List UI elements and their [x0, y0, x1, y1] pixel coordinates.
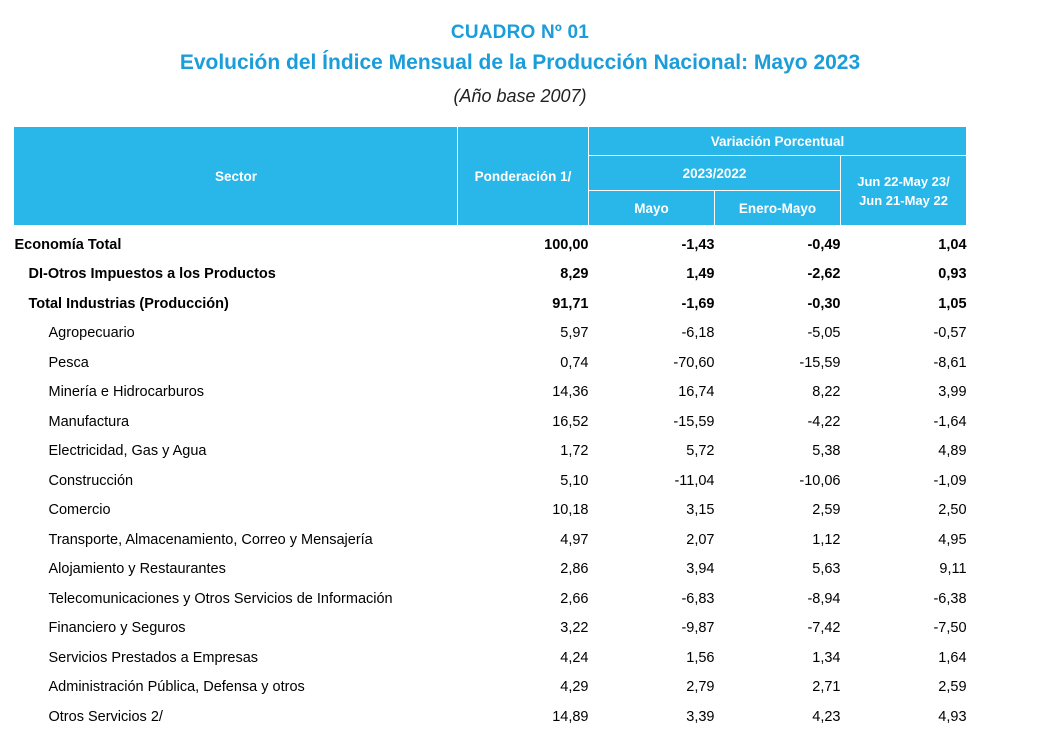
cell-sector-label: Agropecuario [48, 325, 135, 342]
table-row [15, 319, 967, 349]
column-header-2023-2022: 2023/2022 [589, 156, 841, 191]
page-title: Evolución del Índice Mensual de la Producción Nacional: Mayo 2023 [179, 51, 861, 74]
cell-mayo: 1,49 [686, 266, 715, 283]
cell-mayo: 1,56 [686, 649, 715, 666]
cell-jun-may: 9,11 [939, 561, 967, 578]
cell-jun-may: -6,38 [933, 590, 967, 607]
cell-sector-label: Electricidad, Gas y Agua [48, 443, 207, 460]
table-row [15, 466, 967, 496]
cell-sector-label: Manufactura [48, 413, 130, 430]
cell-mayo: 3,94 [686, 561, 715, 578]
title-block [0, 0, 1040, 110]
cell-ponderacion: 100,00 [544, 236, 589, 253]
cell-mayo: 2,79 [686, 679, 715, 696]
cell-enero-mayo: -0,30 [807, 295, 841, 312]
cell-enero-mayo: -2,62 [807, 266, 841, 283]
cell-sector-label: Servicios Prestados a Empresas [48, 649, 259, 666]
cell-jun-may: -1,64 [933, 413, 967, 430]
cell-enero-mayo: 2,59 [812, 502, 841, 519]
table-row [15, 226, 967, 260]
cell-sector-label: Minería e Hidrocarburos [48, 384, 205, 401]
cell-sector-label: Otros Servicios 2/ [48, 708, 163, 725]
cell-sector-label: Telecomunicaciones y Otros Servicios de Información [48, 590, 393, 607]
cell-ponderacion: 2,86 [560, 561, 589, 578]
cell-enero-mayo: 8,22 [812, 384, 841, 401]
cell-jun-may: 4,93 [938, 708, 967, 725]
cell-mayo: -9,87 [681, 620, 715, 637]
table-body [15, 226, 967, 732]
cell-ponderacion: 10,18 [552, 502, 589, 519]
table-row [15, 614, 967, 644]
column-header-jun-may [841, 156, 967, 226]
cell-jun-may: 4,89 [938, 443, 967, 460]
cell-jun-may: 1,04 [938, 236, 967, 253]
cell-jun-may: 3,99 [938, 384, 967, 401]
cell-ponderacion: 16,52 [552, 413, 589, 430]
column-header-ponderacion: Ponderación 1/ [458, 127, 589, 226]
table-row [15, 643, 967, 673]
cell-enero-mayo: 1,34 [812, 649, 841, 666]
table-container [14, 126, 1026, 732]
cell-enero-mayo: -10,06 [799, 472, 841, 489]
cell-enero-mayo: -0,49 [807, 236, 841, 253]
cell-mayo: 3,15 [686, 502, 715, 519]
cell-sector-label: Administración Pública, Defensa y otros [48, 679, 305, 696]
cell-ponderacion: 91,71 [552, 295, 589, 312]
cell-jun-may: 1,64 [938, 649, 967, 666]
cell-enero-mayo: -15,59 [799, 354, 841, 371]
column-header-sector: Sector [15, 127, 458, 226]
table-row [15, 525, 967, 555]
cell-mayo: -1,69 [681, 295, 715, 312]
cell-ponderacion: 2,66 [560, 590, 589, 607]
cell-ponderacion: 1,72 [560, 443, 589, 460]
cell-ponderacion: 14,36 [552, 384, 589, 401]
cell-sector-label: Economía Total [14, 236, 122, 253]
cell-jun-may: -0,57 [933, 325, 967, 342]
cell-sector-label: DI-Otros Impuestos a los Productos [28, 266, 276, 283]
table-row [15, 673, 967, 703]
table-row [15, 348, 967, 378]
cell-mayo: -6,18 [681, 325, 715, 342]
cell-sector-label: Alojamiento y Restaurantes [48, 561, 226, 578]
jun-may-line2: Jun 21-May 22 [859, 192, 948, 208]
cell-ponderacion: 14,89 [552, 708, 589, 725]
cell-sector-label: Transporte, Almacenamiento, Correo y Mensajería [48, 531, 373, 548]
table-row [15, 289, 967, 319]
cell-jun-may: 2,50 [938, 502, 967, 519]
cell-mayo: -70,60 [673, 354, 715, 371]
cell-sector-label: Comercio [48, 502, 111, 519]
cell-jun-may: 0,93 [938, 266, 967, 283]
cell-mayo: 3,39 [686, 708, 715, 725]
cell-mayo: -11,04 [674, 472, 715, 489]
cell-enero-mayo: 2,71 [812, 679, 841, 696]
cell-sector-label: Total Industrias (Producción) [28, 295, 229, 312]
cell-mayo: -15,59 [673, 413, 715, 430]
cell-enero-mayo: 4,23 [812, 708, 841, 725]
cell-enero-mayo: 5,63 [812, 561, 841, 578]
cell-enero-mayo: 5,38 [812, 443, 841, 460]
cell-sector-label: Pesca [48, 354, 89, 371]
cell-ponderacion: 8,29 [560, 266, 589, 283]
table-row [15, 555, 967, 585]
table-row [15, 496, 967, 526]
base-year-subtitle: (Año base 2007) [453, 86, 587, 106]
cell-ponderacion: 5,10 [560, 472, 589, 489]
cell-mayo: 2,07 [686, 531, 715, 548]
cell-mayo: 16,74 [678, 384, 715, 401]
cell-mayo: -1,43 [681, 236, 715, 253]
cell-ponderacion: 4,24 [560, 649, 589, 666]
cell-jun-may: -8,61 [933, 354, 967, 371]
table-row [15, 378, 967, 408]
cell-jun-may: 1,05 [938, 295, 967, 312]
cell-enero-mayo: -7,42 [807, 620, 841, 637]
cell-mayo: 5,72 [686, 443, 715, 460]
cell-ponderacion: 4,97 [560, 531, 589, 548]
table-header [15, 127, 967, 226]
cell-ponderacion: 0,74 [560, 354, 589, 371]
column-header-enero-mayo: Enero-Mayo [715, 191, 841, 226]
cell-jun-may: 4,95 [938, 531, 967, 548]
jun-may-line1: Jun 22-May 23/ [857, 173, 950, 189]
cuadro-number: CUADRO Nº 01 [450, 22, 590, 43]
cell-jun-may: -7,50 [933, 620, 967, 637]
cell-enero-mayo: -8,94 [807, 590, 841, 607]
cell-enero-mayo: 1,12 [812, 531, 841, 548]
table-row [15, 407, 967, 437]
production-index-table [14, 126, 967, 732]
cell-jun-may: 2,59 [938, 679, 967, 696]
cell-enero-mayo: -4,22 [807, 413, 841, 430]
table-row [15, 584, 967, 614]
table-row [15, 260, 967, 290]
cell-ponderacion: 5,97 [560, 325, 589, 342]
table-row [15, 702, 967, 732]
cell-ponderacion: 3,22 [560, 620, 589, 637]
cell-jun-may: -1,09 [933, 472, 967, 489]
column-header-mayo: Mayo [589, 191, 715, 226]
cell-sector-label: Financiero y Seguros [48, 620, 186, 637]
cell-mayo: -6,83 [681, 590, 715, 607]
table-row [15, 437, 967, 467]
cell-sector-label: Construcción [48, 472, 134, 489]
column-header-variacion-porcentual: Variación Porcentual [589, 127, 967, 156]
cell-ponderacion: 4,29 [560, 679, 589, 696]
cell-enero-mayo: -5,05 [807, 325, 841, 342]
